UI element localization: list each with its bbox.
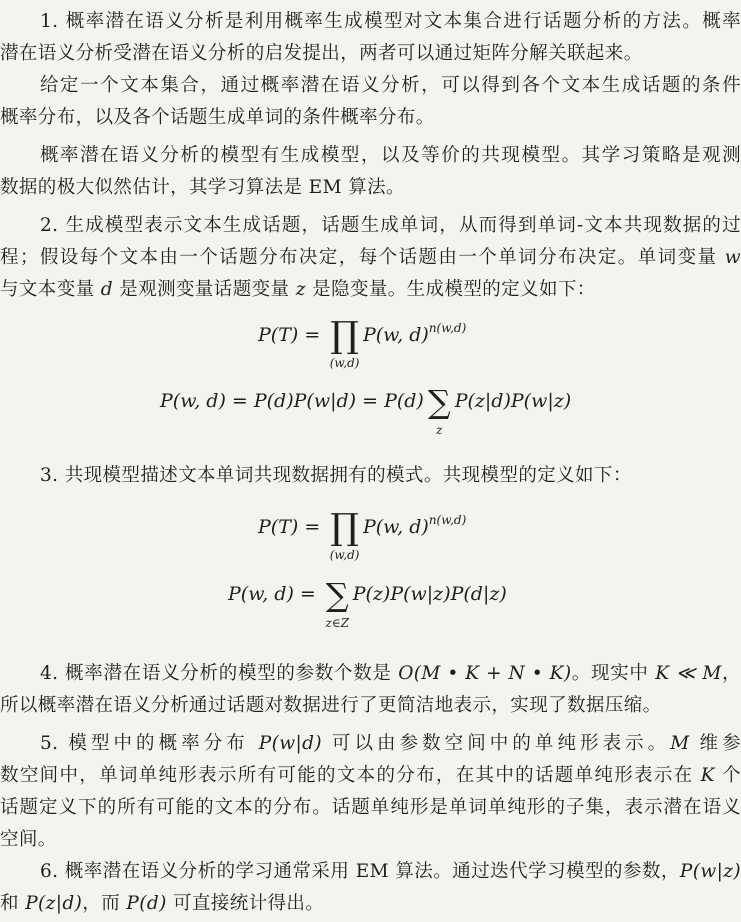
equation-1-exponent: n(w,d) xyxy=(428,321,467,335)
paragraph-2-line-2 xyxy=(0,242,741,274)
sum-symbol: ∑ xyxy=(325,576,349,614)
paragraph-1-line-1: 1. 概率潜在语义分析是利用概率生成模型对文本集合进行话题分析的方法。概率 xyxy=(40,11,741,32)
math-inequality: K ≪ M xyxy=(655,663,722,684)
paragraph-3 xyxy=(0,460,741,492)
paragraph-5-line-2-text-a: 数空间中，单词单纯形表示所有可能的文本的分布，在其中的话题单纯形表示在 xyxy=(0,765,701,786)
paragraph-1-line-2: 潜在语义分析受潜在语义分析的启发提出，两者可以通过矩阵分解关联起来。 xyxy=(0,43,643,64)
equation-4 xyxy=(228,576,507,630)
product-symbol: ∏ xyxy=(330,507,359,548)
product-subscript: (w,d) xyxy=(329,548,360,562)
paragraph-2-line-1: 2. 生成模型表示文本生成话题，话题生成单词，从而得到单词-文本共现数据的过 xyxy=(40,215,741,236)
paragraph-2 xyxy=(0,210,741,306)
equation-2-lhs: P(w, d) = P(d)P(w|d) = P(d) xyxy=(160,390,424,412)
math-var-k: K xyxy=(700,765,715,786)
paragraph-5-line-1-text-b: 可以由参数空间中的单纯形表示。 xyxy=(321,733,671,754)
product-operator xyxy=(329,507,360,562)
sum-operator xyxy=(427,383,451,437)
paragraph-4 xyxy=(0,658,741,722)
paragraph-4-line-2: 所以概率潜在语义分析通过话题对数据进行了更简洁地表示，实现了数据压缩。 xyxy=(0,695,662,716)
product-symbol: ∏ xyxy=(330,315,359,356)
paragraph-6-line-1-text-a: 6. 概率潜在语义分析的学习通常采用 EM 算法。通过迭代学习模型的参数， xyxy=(40,861,680,882)
paragraph-2-line-3-text-a: 与文本变量 xyxy=(0,279,101,300)
paragraph-1 xyxy=(0,6,741,70)
equation-1 xyxy=(258,315,467,370)
sum-subscript: z xyxy=(436,423,443,437)
equation-3-lhs: P(T) = xyxy=(258,516,327,538)
equation-4-rhs: P(z)P(w|z)P(d|z) xyxy=(352,583,507,605)
paragraph-2-line-3-text-c: 是隐变量。生成模型的定义如下： xyxy=(305,279,596,300)
paragraph-1c-line-2: 数据的极大似然估计，其学习算法是 EM 算法。 xyxy=(0,177,405,198)
paragraph-2-line-2-text: 程；假设每个文本由一个话题分布决定，每个话题由一个单词分布决定。单词变量 xyxy=(0,247,725,268)
product-operator xyxy=(329,315,360,370)
paragraph-6 xyxy=(0,856,741,920)
paragraph-5-line-1 xyxy=(0,728,741,760)
paragraph-5 xyxy=(0,728,741,856)
math-var-w: w xyxy=(724,247,741,268)
paragraph-4-line-1-text-b: 。现实中 xyxy=(571,663,656,684)
paragraph-6-line-2-text-c: 可直接统计得出。 xyxy=(166,893,325,914)
math-p-w-given-z: P(w|z) xyxy=(679,861,741,882)
equation-1-rhs: P(w, d) xyxy=(362,324,429,346)
math-p-w-given-d: P(w|d) xyxy=(258,733,322,754)
sum-subscript: z∈Z xyxy=(325,616,350,630)
paragraph-3-line-1: 3. 共现模型描述文本单词共现数据拥有的模式。共现模型的定义如下： xyxy=(40,465,632,486)
math-complexity: O(M • K + N • K) xyxy=(398,663,572,684)
paragraph-5-line-4: 空间。 xyxy=(0,829,57,850)
paragraph-5-line-2 xyxy=(0,760,741,792)
paragraph-4-line-1 xyxy=(0,658,741,690)
paragraph-6-line-2 xyxy=(0,888,741,920)
paragraph-5-line-2-text-b: 个 xyxy=(714,765,741,786)
equation-4-lhs: P(w, d) = xyxy=(228,583,322,605)
equation-2 xyxy=(160,383,572,437)
paragraph-4-line-1-text-a: 4. 概率潜在语义分析的模型的参数个数是 xyxy=(40,663,399,684)
paragraph-5-line-3: 话题定义下的所有可能的文本的分布。话题单纯形是单词单纯形的子集，表示潜在语义 xyxy=(0,797,741,818)
paragraph-1c-line-1: 概率潜在语义分析的模型有生成模型，以及等价的共现模型。其学习策略是观测 xyxy=(40,145,741,166)
paragraph-5-line-1-text-a: 5. 模型中的概率分布 xyxy=(40,733,259,754)
paragraph-6-line-2-text-b: ，而 xyxy=(82,893,127,914)
equation-1-lhs: P(T) = xyxy=(258,324,327,346)
paragraph-2-line-3 xyxy=(0,274,741,306)
paragraph-1b xyxy=(0,70,741,134)
sum-operator xyxy=(325,576,350,630)
paragraph-2-line-3-text-b: 是观测变量话题变量 xyxy=(113,279,296,300)
math-var-d: d xyxy=(100,279,114,300)
paragraph-1b-line-2: 概率分布，以及各个话题生成单词的条件概率分布。 xyxy=(0,107,435,128)
math-var-m: M xyxy=(670,733,690,754)
paragraph-5-line-1-text-c: 维参 xyxy=(689,733,741,754)
product-subscript: (w,d) xyxy=(329,356,360,370)
equation-3-exponent: n(w,d) xyxy=(428,513,467,527)
paragraph-1c xyxy=(0,140,741,204)
equation-3 xyxy=(258,507,467,562)
sum-symbol: ∑ xyxy=(427,383,451,421)
equation-2-rhs: P(z|d)P(w|z) xyxy=(454,390,572,412)
math-p-d: P(d) xyxy=(126,893,167,914)
paragraph-1b-line-1: 给定一个文本集合，通过概率潜在语义分析，可以得到各个文本生成话题的条件 xyxy=(40,75,741,96)
paragraph-6-line-1 xyxy=(0,856,741,888)
math-p-z-given-d: P(z|d) xyxy=(25,893,83,914)
paragraph-4-line-1-text-c: ， xyxy=(721,663,741,684)
equation-3-rhs: P(w, d) xyxy=(362,516,429,538)
paragraph-6-line-2-text-a: 和 xyxy=(0,893,26,914)
math-var-z: z xyxy=(295,279,306,300)
